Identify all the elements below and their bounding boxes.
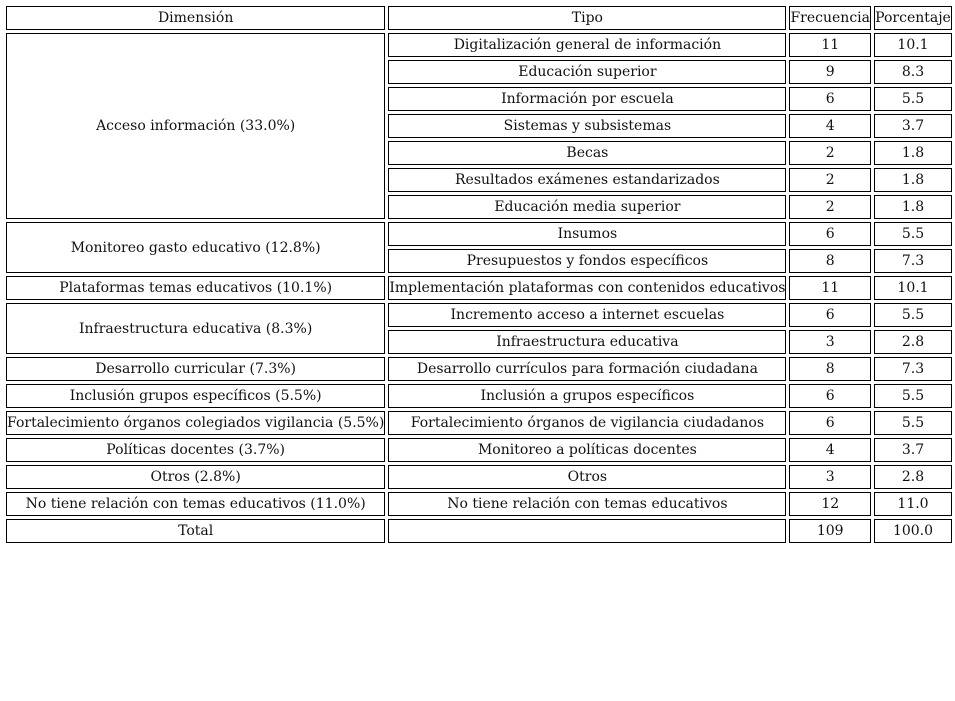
dimension-cell: Inclusión grupos específicos (5.5%) [6,384,385,408]
tipo-cell: Fortalecimiento órganos de vigilancia ciudadanos [388,411,786,435]
table-row [6,411,952,435]
tipo-cell: Infraestructura educativa [388,330,786,354]
frecuencia-cell: 4 [789,438,871,462]
tipo-cell: Otros [388,465,786,489]
frecuencia-cell: 2 [789,195,871,219]
frecuencia-cell: 3 [789,465,871,489]
porcentaje-cell: 10.1 [874,33,952,57]
porcentaje-cell: 8.3 [874,60,952,84]
porcentaje-cell: 5.5 [874,411,952,435]
header-tipo: Tipo [388,6,786,30]
tipo-cell: Insumos [388,222,786,246]
porcentaje-cell: 2.8 [874,465,952,489]
tipo-cell: Becas [388,141,786,165]
table-row [6,276,952,300]
porcentaje-cell: 2.8 [874,330,952,354]
tipo-cell: Educación superior [388,60,786,84]
tipo-cell: Sistemas y subsistemas [388,114,786,138]
frecuencia-cell: 6 [789,411,871,435]
dimension-cell: Monitoreo gasto educativo (12.8%) [6,222,385,273]
header-dimension: Dimensión [6,6,385,30]
tipo-cell: Educación media superior [388,195,786,219]
total-frecuencia: 109 [789,519,871,543]
header-porcentaje: Porcentaje [874,6,952,30]
tipo-cell: Información por escuela [388,87,786,111]
frecuencia-cell: 4 [789,114,871,138]
table-body [6,33,952,516]
table-row [6,438,952,462]
dimension-cell: Infraestructura educativa (8.3%) [6,303,385,354]
tipo-cell: Digitalización general de información [388,33,786,57]
frecuencia-cell: 11 [789,276,871,300]
tipo-cell: No tiene relación con temas educativos [388,492,786,516]
data-table [3,3,955,546]
dimension-cell: No tiene relación con temas educativos (11.0%) [6,492,385,516]
tipo-cell: Inclusión a grupos específicos [388,384,786,408]
dimension-cell: Plataformas temas educativos (10.1%) [6,276,385,300]
porcentaje-cell: 1.8 [874,168,952,192]
table-row [6,33,952,57]
tipo-cell: Incremento acceso a internet escuelas [388,303,786,327]
tipo-cell: Implementación plataformas con contenidos educativos [388,276,786,300]
frecuencia-cell: 11 [789,33,871,57]
frecuencia-cell: 2 [789,141,871,165]
porcentaje-cell: 5.5 [874,87,952,111]
frecuencia-cell: 8 [789,249,871,273]
frecuencia-cell: 6 [789,384,871,408]
dimension-cell: Acceso información (33.0%) [6,33,385,219]
porcentaje-cell: 10.1 [874,276,952,300]
frecuencia-cell: 6 [789,303,871,327]
porcentaje-cell: 3.7 [874,114,952,138]
header-row [6,6,952,30]
dimension-cell: Fortalecimiento órganos colegiados vigilancia (5.5%) [6,411,385,435]
porcentaje-cell: 11.0 [874,492,952,516]
porcentaje-cell: 5.5 [874,384,952,408]
dimension-cell: Desarrollo curricular (7.3%) [6,357,385,381]
dimension-cell: Políticas docentes (3.7%) [6,438,385,462]
frecuencia-cell: 8 [789,357,871,381]
total-tipo [388,519,786,543]
frecuencia-cell: 6 [789,87,871,111]
table-row [6,384,952,408]
frecuencia-cell: 3 [789,330,871,354]
table-row [6,303,952,327]
frecuencia-cell: 12 [789,492,871,516]
porcentaje-cell: 5.5 [874,222,952,246]
tipo-cell: Monitoreo a políticas docentes [388,438,786,462]
porcentaje-cell: 7.3 [874,357,952,381]
frecuencia-cell: 6 [789,222,871,246]
porcentaje-cell: 1.8 [874,141,952,165]
tipo-cell: Resultados exámenes estandarizados [388,168,786,192]
header-frecuencia: Frecuencia [789,6,871,30]
porcentaje-cell: 7.3 [874,249,952,273]
table-row [6,357,952,381]
frecuencia-cell: 2 [789,168,871,192]
tipo-cell: Desarrollo currículos para formación ciudadana [388,357,786,381]
table-row [6,222,952,246]
tipo-cell: Presupuestos y fondos específicos [388,249,786,273]
total-row [6,519,952,543]
dimension-cell: Otros (2.8%) [6,465,385,489]
porcentaje-cell: 3.7 [874,438,952,462]
frecuencia-cell: 9 [789,60,871,84]
table-row [6,492,952,516]
porcentaje-cell: 1.8 [874,195,952,219]
total-porcentaje: 100.0 [874,519,952,543]
porcentaje-cell: 5.5 [874,303,952,327]
total-label: Total [6,519,385,543]
table-row [6,465,952,489]
